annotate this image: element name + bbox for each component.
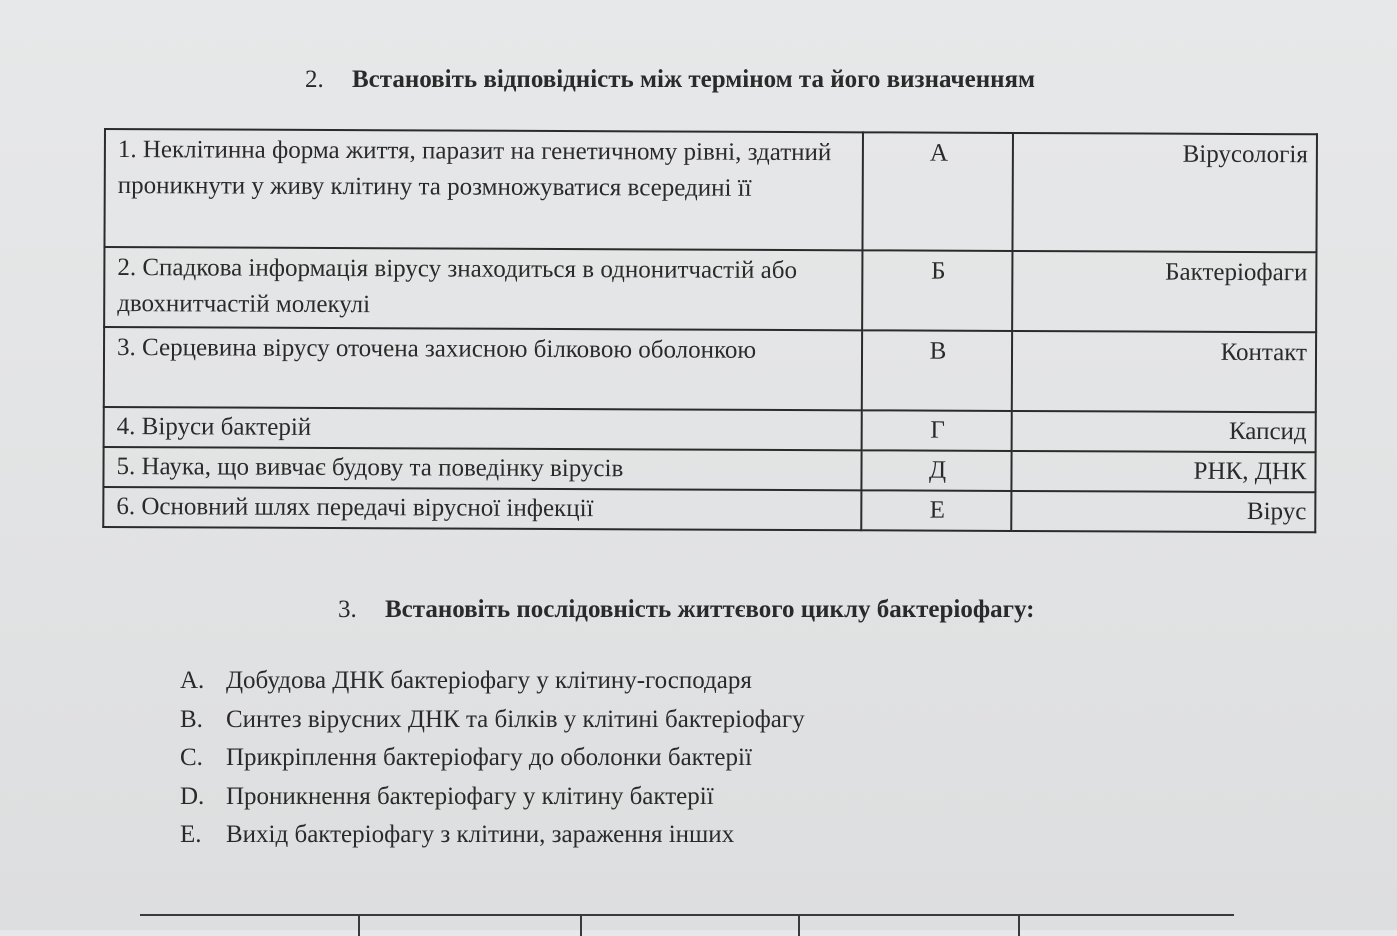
option-text: Прикріплення бактеріофагу до оболонки бактерії [226,744,752,771]
question-2-number: 2. [305,66,324,93]
table-divider [358,916,360,936]
answer-cell: Бактеріофаги [1012,251,1316,332]
option-text: Проникнення бактеріофагу у клітину бактерії [226,782,714,810]
answer-cell: Вірус [1011,491,1315,532]
letter-cell: В [862,330,1012,411]
letter-cell: Е [861,490,1011,531]
term-cell: 3. Серцевина вірусу оточена захисною білковою оболонкою [104,327,862,410]
answer-cell: Вірусологія [1012,133,1317,252]
term-cell: 1. Неклітинна форма життя, паразит на генетичному рівні, здатний проникнути у живу клітину та розмножуватися всередині її [104,129,863,250]
option-letter: C. [180,744,203,771]
table-row [103,487,1315,532]
question-3-heading [338,596,1035,624]
option-text: Добудова ДНК бактеріофагу у клітину-господаря [226,667,752,694]
answer-cell: Контакт [1012,331,1316,412]
table-row [104,407,1316,452]
table-divider [1018,916,1020,936]
question-3-title: Встановіть послідовність життєвого циклу бактеріофагу: [385,596,1035,623]
list-item [180,816,805,855]
matching-table [102,128,1318,533]
table-divider [580,916,582,936]
table-row [104,327,1316,412]
list-item [180,778,805,817]
term-cell: 5. Наука, що вивчає будову та поведінку вірусів [103,447,861,490]
answer-table-stub [140,914,1234,936]
table-row [103,447,1315,492]
term-cell: 2. Спадкова інформація вірусу знаходиться в однонитчастій або двохнитчастій молекулі [104,247,862,330]
option-letter: E. [180,821,202,848]
letter-cell: Г [862,410,1012,451]
option-letter: A. [180,667,205,694]
question-2-heading [305,66,1035,94]
answer-cell: Капсид [1012,411,1316,452]
table-row [104,129,1317,252]
letter-cell: Б [862,250,1012,331]
question-3-number: 3. [338,596,357,623]
letter-cell: А [862,132,1013,251]
list-item [180,662,805,701]
table-divider [798,916,800,936]
table-row [104,247,1316,332]
option-text: Синтез вірусних ДНК та білків у клітині бактеріофагу [226,705,805,733]
option-text: Вихід бактеріофагу з клітини, зараження інших [226,821,735,848]
question-2-title: Встановіть відповідність між терміном та його визначенням [352,66,1036,93]
option-letter: B. [180,705,203,733]
sequence-options-list [180,662,805,855]
term-cell: 6. Основний шлях передачі вірусної інфекції [103,487,861,530]
letter-cell: Д [861,450,1011,491]
list-item [180,739,805,778]
answer-cell: РНК, ДНК [1011,451,1315,492]
list-item [180,701,805,740]
term-cell: 4. Віруси бактерій [104,407,862,450]
option-letter: D. [180,782,205,810]
